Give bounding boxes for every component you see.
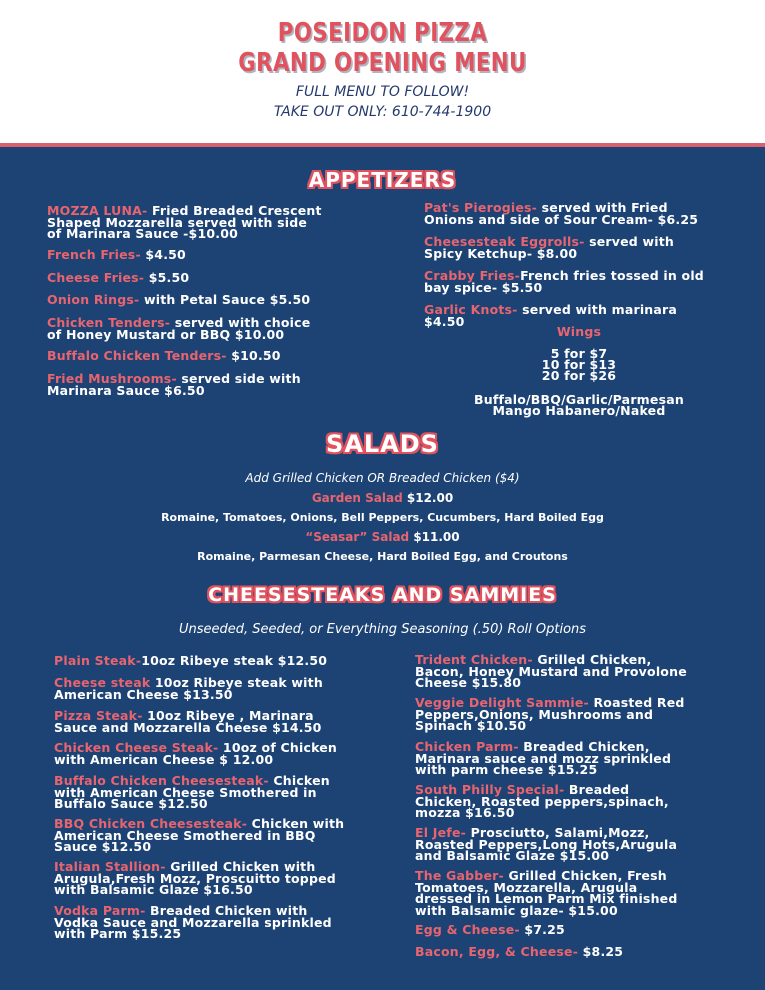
item-desc-line: of Honey Mustard or BBQ $10.00 [47, 326, 285, 342]
menu-item-pierogies [424, 202, 698, 225]
item-desc-line: and Balsamic Glaze $15.00 [415, 848, 610, 863]
menu-item-chicken-cheese-steak [54, 742, 337, 765]
item-desc-line: with American Cheese Smothered in [54, 784, 317, 800]
item-desc-line: American Cheese $13.50 [54, 686, 233, 702]
item-desc-line: Bacon, Honey Mustard and Provolone [415, 663, 687, 679]
item-name: Onion Rings- [47, 292, 140, 307]
wings-flavors-line2: Mango Habanero/Naked [492, 403, 666, 418]
salads-addon-note: Add Grilled Chicken OR Breaded Chicken ($4) [245, 471, 520, 485]
item-desc: 10oz Ribeye , Marinara [142, 708, 314, 723]
item-name: Cheese Fries- [47, 270, 145, 285]
item-name: MOZZA LUNA- [47, 203, 148, 218]
wings-flavors-line1: Buffalo/BBQ/Garlic/Parmesan [474, 392, 684, 407]
item-name: BBQ Chicken Cheesesteak- [54, 816, 248, 831]
item-desc: Grilled Chicken, [532, 652, 652, 667]
item-name: Pizza Steak- [54, 708, 143, 723]
wings-heading: Wings [556, 324, 602, 339]
item-desc-line: of Marinara Sauce -$10.00 [47, 226, 238, 241]
item-desc-line: Marinara Sauce $6.50 [47, 382, 205, 398]
item-name: Plain Steak- [54, 653, 142, 668]
item-desc: served with Fried [537, 200, 668, 215]
item-desc-line: Spicy Ketchup- $8.00 [424, 245, 578, 261]
menu-item-el-jefe [415, 827, 677, 862]
item-desc-line: Onions and side of Sour Cream- $6.25 [424, 211, 699, 227]
item-desc-line: Sauce $12.50 [54, 839, 152, 854]
item-name: Garden Salad [311, 491, 403, 505]
menu-item-trident-chicken [415, 654, 687, 689]
item-desc-line: with American Cheese $ 12.00 [54, 751, 274, 767]
menu-item-bacon-egg-and-cheese [415, 946, 623, 958]
salads-heading: SALADS [326, 430, 439, 458]
item-name: French Fries- [47, 247, 141, 262]
menu-item-bbq-chicken-cheesesteak [54, 818, 344, 853]
item-price: $11.00 [409, 530, 460, 544]
item-desc: Grilled Chicken, Fresh [503, 868, 667, 883]
item-price: $8.25 [578, 944, 624, 959]
item-desc-line: with Balsamic Glaze $16.50 [54, 882, 253, 897]
item-desc-line: Roasted Peppers,Long Hots,Arugula [415, 836, 678, 852]
item-name: Vodka Parm- [54, 903, 146, 918]
item-name: Chicken Tenders- [47, 315, 171, 330]
item-desc: served side with [176, 371, 301, 386]
menu-item-the-gabber [415, 870, 678, 916]
item-desc-line: with Balsamic glaze- $15.00 [415, 902, 618, 918]
item-desc-line: Tomatoes, Mozzarella, Arugula [415, 879, 638, 895]
item-name: Garlic Knots- [424, 302, 518, 317]
menu-item-vodka-parm [54, 905, 332, 940]
item-name: El Jefe- [415, 825, 467, 840]
wings-price-20: 20 for $26 [541, 368, 617, 383]
item-name: Buffalo Chicken Cheesesteak- [54, 773, 269, 788]
menu-item-french-fries [47, 249, 186, 261]
item-desc-line: Arugula,Fresh Mozz, Proscuitto topped [54, 870, 336, 886]
item-desc: Breaded Chicken with [145, 903, 308, 918]
item-desc-line: American Cheese Smothered in BBQ [54, 827, 316, 843]
item-desc-line: dressed in Lemon Parm Mix finished [415, 891, 678, 906]
tagline-phone: TAKE OUT ONLY: 610-744-1900 [273, 104, 492, 120]
appetizers-heading: APPETIZERS [308, 168, 457, 192]
item-name: “Seasar” Salad [305, 530, 410, 544]
menu-header [0, 0, 765, 143]
tagline-full-menu: FULL MENU TO FOLLOW! [295, 84, 470, 100]
wings-price-10: 10 for $13 [541, 357, 617, 372]
item-desc: with Petal Sauce $5.50 [139, 292, 311, 307]
item-desc-line: Peppers,Onions, Mushrooms and [415, 706, 654, 722]
menu-item-garlic-knots [424, 304, 677, 327]
item-name: Cheesesteak Eggrolls- [424, 234, 585, 249]
item-name: Veggie Delight Sammie- [415, 695, 589, 710]
item-price: $7.25 [519, 922, 565, 937]
item-desc-line: Buffalo Sauce $12.50 [54, 796, 208, 811]
item-desc-line: with Parm $15.25 [54, 926, 182, 941]
item-desc-line: Spinach $10.50 [415, 718, 527, 733]
menu-item-mozza-luna [47, 205, 322, 240]
menu-item-italian-stallion [54, 861, 336, 896]
sammies-heading: CHEESESTEAKS AND SAMMIES [208, 584, 557, 606]
menu-item-cheese-steak [54, 677, 323, 700]
menu-item-cheesesteak-eggrolls [424, 236, 674, 259]
menu-item-south-philly-special [415, 784, 669, 819]
item-desc: 10oz Ribeye steak with [150, 675, 323, 690]
seasar-salad [0, 530, 765, 544]
menu-item-egg-and-cheese [415, 924, 565, 936]
item-name: Buffalo Chicken Tenders- [47, 348, 227, 363]
item-desc: Breaded Chicken, [518, 739, 650, 754]
item-name: Trident Chicken- [415, 652, 533, 667]
item-price: $4.50 [140, 247, 186, 262]
item-desc-line: Cheese $15.80 [415, 675, 522, 690]
item-name: Bacon, Egg, & Cheese- [415, 944, 579, 959]
roll-options-note: Unseeded, Seeded, or Everything Seasoning (.50) Roll Options [178, 622, 587, 637]
menu-item-onion-rings [47, 294, 310, 306]
item-desc: served with marinara [517, 302, 678, 317]
item-name: South Philly Special- [415, 782, 565, 797]
menu-item-chicken-tenders [47, 317, 310, 340]
restaurant-name: POSEIDON PIZZA [277, 18, 488, 48]
item-name: Chicken Cheese Steak- [54, 740, 219, 755]
menu-item-buffalo-chicken-cheesesteak [54, 775, 330, 810]
wings-price-5: 5 for $7 [550, 346, 608, 361]
item-desc: 10oz Ribeye steak $12.50 [141, 653, 328, 668]
item-desc-line: bay spice- $5.50 [424, 279, 543, 295]
item-desc-line: Chicken, Roasted peppers,spinach, [415, 793, 669, 809]
item-desc-line: Vodka Sauce and Mozzarella sprinkled [54, 914, 332, 930]
menu-item-veggie-delight [415, 697, 685, 732]
item-desc: served with [584, 234, 674, 249]
item-name: Fried Mushrooms- [47, 371, 177, 386]
menu-item-crabby-fries [424, 270, 704, 293]
item-desc: Chicken [268, 773, 330, 788]
item-desc: served with choice [170, 315, 311, 330]
item-desc-line: with parm cheese $15.25 [415, 762, 598, 777]
item-desc: Fried Breaded Crescent [147, 203, 322, 218]
item-desc: Grilled Chicken with [165, 859, 316, 874]
item-desc-line: mozza $16.50 [415, 805, 515, 820]
item-name: The Gabber- [415, 868, 504, 883]
item-price: $10.50 [226, 348, 281, 363]
item-name: Chicken Parm- [415, 739, 519, 754]
item-desc-line: Shaped Mozzarella served with side [47, 214, 308, 230]
menu-item-fried-mushrooms [47, 373, 301, 396]
item-name: Cheese steak [54, 675, 151, 690]
item-desc-line: Sauce and Mozzarella Cheese $14.50 [54, 719, 322, 735]
item-price: $5.50 [144, 270, 190, 285]
item-price: $12.00 [402, 491, 454, 505]
menu-item-plain-steak [54, 655, 327, 667]
item-desc: Breaded [564, 782, 630, 797]
item-desc: Roasted Red [588, 695, 685, 710]
item-desc: 10oz of Chicken [218, 740, 338, 755]
item-name: Pat's Pierogies- [424, 200, 538, 215]
menu-item-chicken-parm [415, 741, 671, 776]
item-desc-line: Marinara sauce and mozz sprinkled [415, 750, 672, 766]
seasar-salad-desc: Romaine, Parmesan Cheese, Hard Boiled Egg, and Croutons [197, 550, 568, 563]
menu-item-cheese-fries [47, 272, 189, 284]
item-desc: Chicken with [247, 816, 345, 831]
item-name: Italian Stallion- [54, 859, 166, 874]
item-name: Egg & Cheese- [415, 922, 520, 937]
menu-item-buffalo-chicken-tenders [47, 350, 281, 362]
item-name: Crabby Fries- [424, 268, 521, 283]
item-desc-line: $4.50 [424, 313, 465, 329]
item-desc: French fries tossed in old [520, 268, 704, 283]
garden-salad-desc: Romaine, Tomatoes, Onions, Bell Peppers, Cucumbers, Hard Boiled Egg [161, 511, 604, 524]
menu-title: GRAND OPENING MENU [238, 48, 527, 78]
item-desc: Prosciutto, Salami,Mozz, [466, 825, 650, 840]
menu-item-pizza-steak [54, 710, 322, 733]
garden-salad [0, 491, 765, 505]
